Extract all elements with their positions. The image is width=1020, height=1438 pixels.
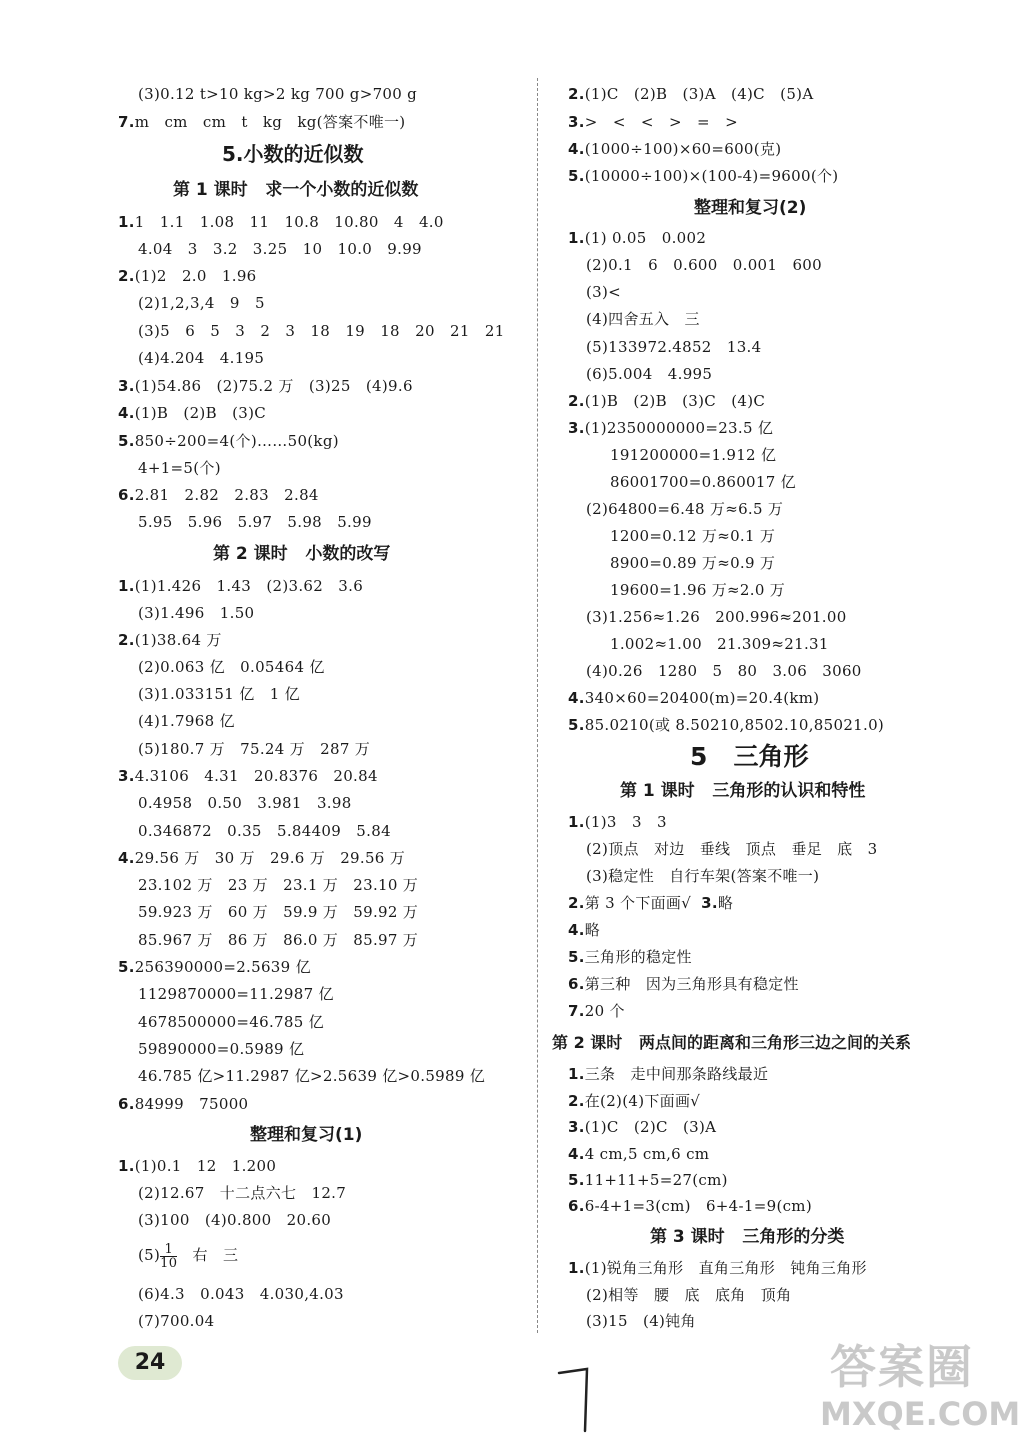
answer-line: 59890000=0.5989 亿 bbox=[138, 1040, 305, 1058]
answer-line bbox=[118, 213, 444, 231]
answer-text: (1)2 2.0 1.96 bbox=[134, 267, 257, 285]
answer-text: (1000÷100)×60=600(克) bbox=[584, 140, 782, 158]
answer-text: (1)2350000000=23.5 亿 bbox=[584, 419, 774, 437]
answer-line: (3)1.033151 亿 1 亿 bbox=[138, 685, 300, 703]
answer-line: (2)0.063 亿 0.05464 亿 bbox=[138, 658, 325, 676]
question-number: 5. bbox=[118, 958, 135, 976]
column-divider bbox=[537, 78, 538, 1333]
question-number: 3. bbox=[118, 377, 135, 395]
question-number: 3. bbox=[568, 1118, 585, 1136]
answer-line bbox=[568, 1197, 812, 1215]
answer-text: 第 3 个下面画√ bbox=[584, 894, 692, 912]
question-number: 4. bbox=[568, 1145, 585, 1163]
fraction-numerator: 1 bbox=[164, 1241, 174, 1257]
answer-line: (6)4.3 0.043 4.030,4.03 bbox=[138, 1285, 344, 1303]
question-number: 1. bbox=[568, 813, 585, 831]
answer-line: 1.002≈1.00 21.309≈21.31 bbox=[610, 635, 829, 653]
question-number: 4. bbox=[118, 849, 135, 867]
answer-line bbox=[118, 267, 257, 285]
question-number: 4. bbox=[568, 140, 585, 158]
answer-line: 23.102 万 23 万 23.1 万 23.10 万 bbox=[138, 876, 419, 894]
answer-line bbox=[568, 1092, 700, 1110]
answer-line bbox=[568, 392, 765, 410]
watermark-logo bbox=[820, 1340, 1020, 1438]
answer-text: (1)0.1 12 1.200 bbox=[134, 1157, 277, 1175]
answer-line: (3)100 (4)0.800 20.60 bbox=[138, 1211, 332, 1229]
question-number: 2. bbox=[568, 894, 585, 912]
answer-line bbox=[568, 716, 884, 734]
answer-line: 0.346872 0.35 5.84409 5.84 bbox=[138, 822, 391, 840]
page-number-badge: 24 bbox=[118, 1346, 182, 1380]
lesson-title: 第 2 课时 小数的改写 bbox=[213, 544, 391, 564]
answer-line bbox=[568, 689, 819, 707]
handwritten-mark bbox=[555, 1365, 595, 1435]
answer-line bbox=[568, 229, 706, 247]
question-number: 2. bbox=[568, 392, 585, 410]
question-number: 4. bbox=[118, 404, 135, 422]
answer-text: 略 bbox=[717, 894, 734, 912]
answer-text: (1)54.86 (2)75.2 万 (3)25 (4)9.6 bbox=[134, 377, 413, 395]
question-number: 3. bbox=[118, 767, 135, 785]
lesson-title: 第 2 课时 两点间的距离和三角形三边之间的关系 bbox=[552, 1033, 911, 1052]
question-number: 6. bbox=[118, 1095, 135, 1113]
answer-line: 59.923 万 60 万 59.9 万 59.92 万 bbox=[138, 903, 419, 921]
answer-line: (7)700.04 bbox=[138, 1312, 215, 1330]
question-number: 6. bbox=[118, 486, 135, 504]
answer-text: 850÷200=4(个)……50(kg) bbox=[134, 432, 339, 450]
answer-line bbox=[118, 377, 413, 395]
answer-line bbox=[118, 404, 266, 422]
answer-line: (3)稳定性 自行车架(答案不唯一) bbox=[586, 867, 820, 885]
answer-line: (4)1.7968 亿 bbox=[138, 712, 235, 730]
answer-line bbox=[118, 1157, 276, 1175]
answer-text: 85.0210(或 8.50210,8502.10,85021.0) bbox=[584, 716, 885, 734]
question-number: 1. bbox=[568, 229, 585, 247]
answer-text: m cm cm t kg kg(答案不唯一) bbox=[134, 113, 406, 131]
answer-line: (3)15 (4)钝角 bbox=[586, 1312, 696, 1330]
section-title: 5.小数的近似数 bbox=[222, 142, 364, 166]
answer-text: 右 三 bbox=[177, 1246, 239, 1264]
question-number: 5. bbox=[568, 716, 585, 734]
lesson-title: 第 1 课时 求一个小数的近似数 bbox=[173, 180, 419, 200]
answer-text: 略 bbox=[584, 921, 601, 939]
answer-line: 46.785 亿>11.2987 亿>2.5639 亿>0.5989 亿 bbox=[138, 1067, 486, 1085]
question-number: 1. bbox=[118, 1157, 135, 1175]
answer-line bbox=[568, 921, 600, 939]
answer-line: (5)133972.4852 13.4 bbox=[586, 338, 762, 356]
question-number: 1. bbox=[568, 1259, 585, 1277]
question-number: 4. bbox=[568, 689, 585, 707]
answer-text: 340×60=20400(m)=20.4(km) bbox=[584, 689, 820, 707]
answer-text: (5) bbox=[138, 1246, 161, 1264]
question-number: 4. bbox=[568, 921, 585, 939]
answer-line bbox=[568, 1118, 716, 1136]
answer-text: (1)C (2)B (3)A (4)C (5)A bbox=[584, 85, 814, 103]
answer-line: 191200000=1.912 亿 bbox=[610, 446, 777, 464]
answer-text: 256390000=2.5639 亿 bbox=[134, 958, 311, 976]
answer-line bbox=[568, 813, 667, 831]
answer-line: 0.4958 0.50 3.981 3.98 bbox=[138, 794, 352, 812]
answer-line: (2)相等 腰 底 底角 顶角 bbox=[586, 1286, 792, 1304]
answer-text: 第三种 因为三角形具有稳定性 bbox=[584, 975, 799, 993]
answer-line: (3)0.12 t>10 kg>2 kg 700 g>700 g bbox=[138, 85, 418, 103]
question-number: 2. bbox=[568, 1092, 585, 1110]
lesson-title: 第 3 课时 三角形的分类 bbox=[650, 1227, 845, 1247]
answer-text: (1)3 3 3 bbox=[584, 813, 667, 831]
answer-line bbox=[118, 767, 378, 785]
answer-line bbox=[568, 113, 738, 131]
answer-line bbox=[568, 140, 781, 158]
answer-text: (1) 0.05 0.002 bbox=[584, 229, 707, 247]
question-number: 5. bbox=[568, 948, 585, 966]
answer-line: 1129870000=11.2987 亿 bbox=[138, 985, 334, 1003]
answer-line: (4)四舍五入 三 bbox=[586, 310, 700, 328]
answer-text: 三条 走中间那条路线最近 bbox=[584, 1065, 769, 1083]
answer-line bbox=[118, 958, 311, 976]
section-title: 整理和复习(2) bbox=[694, 198, 807, 218]
answer-line bbox=[118, 113, 405, 131]
answer-line: 19600=1.96 万≈2.0 万 bbox=[610, 581, 786, 599]
answer-line: (2)64800=6.48 万≈6.5 万 bbox=[586, 500, 784, 518]
answer-line: 4678500000=46.785 亿 bbox=[138, 1013, 324, 1031]
question-number: 5. bbox=[568, 167, 585, 185]
answer-line: (2)0.1 6 0.600 0.001 600 bbox=[586, 256, 822, 274]
watermark-domain: MXQE.COM bbox=[820, 1395, 1020, 1433]
answer-line: (3)< bbox=[586, 283, 622, 301]
fraction bbox=[160, 1243, 177, 1270]
answer-line: (2)1,2,3,4 9 5 bbox=[138, 294, 265, 312]
question-number: 6. bbox=[568, 1197, 585, 1215]
answer-text: 4.3106 4.31 20.8376 20.84 bbox=[134, 767, 378, 785]
question-number: 3. bbox=[568, 113, 585, 131]
answer-line: (4)4.204 4.195 bbox=[138, 349, 265, 367]
answer-line: (2)12.67 十二点六七 12.7 bbox=[138, 1184, 347, 1202]
answer-line: (6)5.004 4.995 bbox=[586, 365, 713, 383]
answer-line bbox=[568, 1145, 709, 1163]
question-number: 7. bbox=[568, 1002, 585, 1020]
unit-title: 5 三角形 bbox=[690, 742, 809, 771]
answer-line: (4)0.26 1280 5 80 3.06 3060 bbox=[586, 662, 862, 680]
answer-line bbox=[568, 948, 692, 966]
question-number: 1. bbox=[568, 1065, 585, 1083]
answer-text: 在(2)(4)下面画√ bbox=[584, 1092, 701, 1110]
answer-line bbox=[118, 432, 339, 450]
question-number: 1. bbox=[118, 577, 135, 595]
answer-line: 86001700=0.860017 亿 bbox=[610, 473, 796, 491]
answer-text: 11+11+5=27(cm) bbox=[584, 1171, 728, 1189]
answer-line bbox=[118, 577, 363, 595]
answer-text: (1)C (2)C (3)A bbox=[584, 1118, 717, 1136]
question-number: 2. bbox=[118, 267, 135, 285]
answer-line bbox=[568, 85, 813, 103]
answer-line bbox=[118, 1095, 248, 1113]
watermark-text: 答案圈 bbox=[830, 1340, 974, 1394]
answer-line: 85.967 万 86 万 86.0 万 85.97 万 bbox=[138, 931, 419, 949]
question-number: 7. bbox=[118, 113, 135, 131]
answer-line bbox=[118, 631, 222, 649]
answer-line bbox=[568, 975, 799, 993]
answer-line: (3)1.496 1.50 bbox=[138, 604, 255, 622]
answer-text: 三角形的稳定性 bbox=[584, 948, 692, 966]
question-number: 2. bbox=[118, 631, 135, 649]
answer-text: (1)B (2)B (3)C bbox=[134, 404, 267, 422]
answer-text: 84999 75000 bbox=[134, 1095, 249, 1113]
answer-text: (10000÷100)×(100-4)=9600(个) bbox=[584, 167, 839, 185]
question-number: 1. bbox=[118, 213, 135, 231]
answer-line bbox=[568, 1259, 867, 1277]
answer-text: > < < > = > bbox=[584, 113, 738, 131]
answer-line bbox=[568, 1065, 768, 1083]
answer-text: (1)38.64 万 bbox=[134, 631, 222, 649]
answer-text: (1)B (2)B (3)C (4)C bbox=[584, 392, 766, 410]
answer-line bbox=[568, 1171, 728, 1189]
answer-text: (1)1.426 1.43 (2)3.62 3.6 bbox=[134, 577, 364, 595]
fraction-denominator: 10 bbox=[160, 1255, 178, 1271]
question-number: 6. bbox=[568, 975, 585, 993]
answer-line bbox=[138, 1240, 238, 1270]
answer-line: (5)180.7 万 75.24 万 287 万 bbox=[138, 740, 371, 758]
answer-line bbox=[118, 849, 405, 867]
section-title: 整理和复习(1) bbox=[250, 1125, 363, 1145]
answer-line: (3)1.256≈1.26 200.996≈201.00 bbox=[586, 608, 847, 626]
answer-text: 1 1.1 1.08 11 10.8 10.80 4 4.0 bbox=[134, 213, 444, 231]
answer-line bbox=[568, 167, 838, 185]
question-number: 5. bbox=[568, 1171, 585, 1189]
question-number: 3. bbox=[568, 419, 585, 437]
answer-line: (2)顶点 对边 垂线 顶点 垂足 底 3 bbox=[586, 840, 878, 858]
answer-line: 4+1=5(个) bbox=[138, 459, 221, 477]
answer-line: (3)5 6 5 3 2 3 18 19 18 20 21 21 bbox=[138, 322, 505, 340]
question-number: 3. bbox=[701, 894, 718, 912]
answer-line: 5.95 5.96 5.97 5.98 5.99 bbox=[138, 513, 372, 531]
answer-text: 2.81 2.82 2.83 2.84 bbox=[134, 486, 319, 504]
answer-line: 4.04 3 3.2 3.25 10 10.0 9.99 bbox=[138, 240, 422, 258]
answer-line bbox=[568, 894, 733, 912]
answer-text: 29.56 万 30 万 29.6 万 29.56 万 bbox=[134, 849, 406, 867]
answer-line: 1200=0.12 万≈0.1 万 bbox=[610, 527, 776, 545]
lesson-title: 第 1 课时 三角形的认识和特性 bbox=[620, 781, 866, 801]
answer-line bbox=[568, 419, 773, 437]
answer-text: 20 个 bbox=[584, 1002, 625, 1020]
answer-line bbox=[568, 1002, 625, 1020]
answer-text: 6-4+1=3(cm) 6+4-1=9(cm) bbox=[584, 1197, 812, 1215]
answer-line bbox=[118, 486, 319, 504]
question-number: 2. bbox=[568, 85, 585, 103]
answer-text: (1)锐角三角形 直角三角形 钝角三角形 bbox=[584, 1259, 867, 1277]
question-number: 5. bbox=[118, 432, 135, 450]
answer-line: 8900=0.89 万≈0.9 万 bbox=[610, 554, 776, 572]
answer-text: 4 cm,5 cm,6 cm bbox=[584, 1145, 710, 1163]
